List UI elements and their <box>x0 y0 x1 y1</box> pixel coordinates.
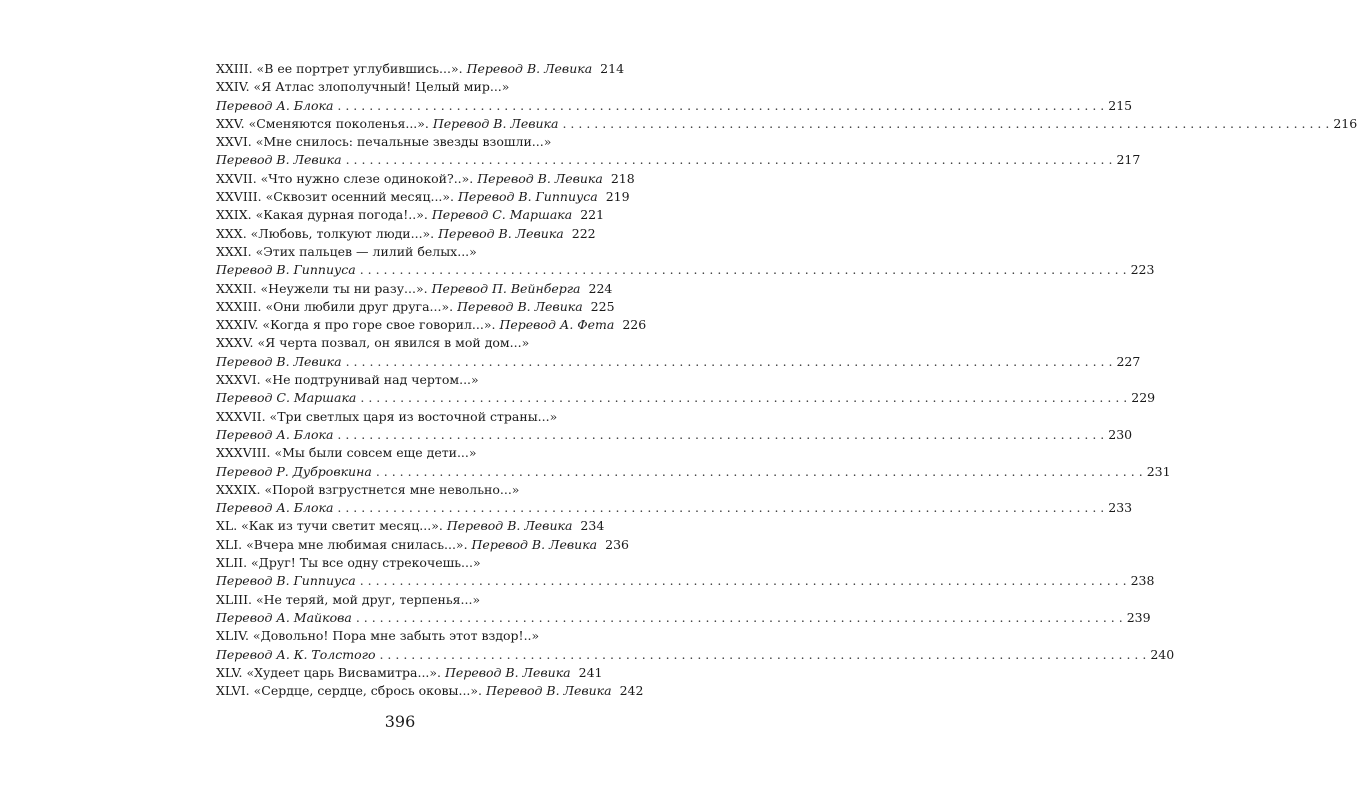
toc-entry-text <box>216 243 477 261</box>
toc-line <box>216 426 1133 444</box>
toc-entry-text <box>216 261 356 279</box>
toc-entry-text <box>216 133 551 151</box>
toc-entry-text <box>216 426 333 444</box>
translator: Перевод В. Левика <box>445 664 571 680</box>
toc-line <box>216 334 594 352</box>
toc-page-number: 241 <box>578 664 603 680</box>
toc-entry-text <box>216 371 479 389</box>
toc-entry-text <box>216 115 558 133</box>
poem-title: XXIII. «В ее портрет углубившись...». <box>216 61 467 76</box>
toc-entry-text <box>216 627 539 645</box>
poem-title: XXVII. «Что нужно слезе одинокой?..». <box>216 170 478 186</box>
translator: Перевод В. Гиппиуса <box>458 189 598 205</box>
toc-line <box>216 97 1133 115</box>
poem-title: XLI. «Вчера мне любимая снилась...». <box>216 536 472 552</box>
toc-entry-text <box>216 572 356 590</box>
toc-line <box>216 408 594 426</box>
poem-title: XLIV. «Довольно! Пора мне забыть этот вздор!..» <box>216 628 540 644</box>
toc-page-number: 222 <box>571 225 596 241</box>
dot-leader <box>360 389 1127 407</box>
toc-page-number: 225 <box>590 298 615 314</box>
toc-page-number: 229 <box>1131 390 1156 406</box>
poem-title: XXXIII. «Они любили друг друга...». <box>216 298 458 314</box>
toc-line <box>216 133 594 151</box>
toc-entry-text <box>216 609 352 627</box>
toc-page-number: 234 <box>580 518 605 534</box>
toc-line <box>216 591 594 609</box>
poem-title: XL. «Как из тучи светит месяц...». <box>216 518 447 534</box>
translator: Перевод А. Майкова <box>216 609 352 625</box>
dot-leader <box>360 261 1127 279</box>
toc-line <box>216 206 605 224</box>
toc-entry-text <box>216 225 564 243</box>
toc-page-number: 240 <box>1150 646 1175 662</box>
toc-page-number: 215 <box>1108 97 1133 113</box>
poem-title: XLIII. «Не теряй, мой друг, терпенья...» <box>216 591 481 607</box>
toc-line <box>216 78 594 96</box>
toc-line <box>216 646 1175 664</box>
toc-page-number: 236 <box>605 536 629 552</box>
poem-title: XXXVII. «Три светлых царя из восточной страны...» <box>216 408 558 424</box>
toc-entry-text <box>216 151 342 169</box>
toc-line <box>216 316 647 334</box>
toc-page-number: 219 <box>605 189 630 205</box>
toc-line <box>216 517 605 535</box>
toc-entry-text <box>216 408 557 426</box>
toc-page-number: 218 <box>610 170 635 186</box>
toc-line <box>216 664 603 682</box>
poem-title: XXV. «Сменяются поколенья...». <box>216 115 433 131</box>
toc-page-number: 217 <box>1116 152 1141 168</box>
toc-entry-text <box>216 517 572 535</box>
dot-leader <box>346 353 1113 371</box>
poem-title: XXXIX. «Порой взгрустнется мне невольно...» <box>216 481 520 497</box>
translator: Перевод А. Блока <box>216 97 334 113</box>
toc-entry-text <box>216 170 603 188</box>
toc-entry-text <box>216 499 333 517</box>
table-of-contents <box>216 60 1357 700</box>
toc-page-number: 214 <box>600 61 625 76</box>
dot-leader <box>337 426 1104 444</box>
translator: Перевод В. Гиппиуса <box>216 262 356 278</box>
toc-entry-text <box>216 188 598 206</box>
translator: Перевод А. Фета <box>499 317 615 333</box>
poem-title: XLII. «Друг! Ты все одну стрекочешь...» <box>216 555 481 571</box>
translator: Перевод Р. Дубровкина <box>216 463 372 479</box>
toc-line <box>216 627 594 645</box>
translator: Перевод А. Блока <box>216 426 334 442</box>
translator: Перевод В. Левика <box>438 225 564 241</box>
toc-entry-text <box>216 298 583 316</box>
toc-line <box>216 609 1151 627</box>
translator: Перевод С. Маршака <box>216 390 357 406</box>
translator: Перевод В. Левика <box>446 518 573 534</box>
dot-leader <box>346 151 1113 169</box>
toc-entry-text <box>216 353 342 371</box>
toc-page-number: 230 <box>1108 426 1133 442</box>
poem-title: XXXVI. «Не подтрунивай над чертом...» <box>216 372 479 388</box>
toc-line <box>216 115 1357 133</box>
toc-entry-text <box>216 664 571 682</box>
toc-line <box>216 188 630 206</box>
translator: Перевод В. Левика <box>466 61 593 76</box>
toc-line <box>216 60 625 78</box>
toc-line <box>216 353 1141 371</box>
toc-line <box>216 682 644 700</box>
toc-line <box>216 463 1171 481</box>
toc-page-number: 223 <box>1130 262 1155 278</box>
toc-page-number: 238 <box>1130 573 1155 589</box>
dot-leader <box>356 609 1123 627</box>
translator: Перевод В. Левика <box>457 298 583 314</box>
dot-leader <box>337 97 1104 115</box>
dot-leader <box>379 646 1146 664</box>
toc-line <box>216 499 1133 517</box>
poem-title: XXXI. «Этих пальцев — лилий белых...» <box>216 243 477 259</box>
toc-line <box>216 170 635 188</box>
toc-page-number: 231 <box>1146 463 1171 479</box>
poem-title: XXXIV. «Когда я про горе свое говорил...». <box>216 317 500 333</box>
toc-page-number: 233 <box>1108 500 1133 516</box>
translator: Перевод С. Маршака <box>431 207 573 223</box>
toc-entry-text <box>216 554 481 572</box>
toc-entry-text <box>216 389 356 407</box>
toc-entry-text <box>216 591 480 609</box>
toc-page-number: 224 <box>588 280 613 296</box>
poem-title: XXXV. «Я черта позвал, он явился в мой дом...» <box>216 335 530 351</box>
page-number: 396 <box>384 712 416 731</box>
toc-line <box>216 298 615 316</box>
toc-line <box>216 554 594 572</box>
toc-page-number: 227 <box>1116 353 1141 369</box>
toc-line <box>216 371 594 389</box>
toc-line <box>216 225 594 243</box>
toc-line <box>216 243 594 261</box>
translator: Перевод В. Левика <box>471 536 598 552</box>
poem-title: XXIX. «Какая дурная погода!..». <box>216 207 432 223</box>
toc-line <box>216 389 1156 407</box>
toc-page-number: 226 <box>622 317 647 333</box>
poem-title: XXVI. «Мне снилось: печальные звезды взошли...» <box>216 134 552 150</box>
toc-entry-text <box>216 682 612 700</box>
toc-entry-text <box>216 316 614 334</box>
poem-title: XXX. «Любовь, толкуют люди...». <box>216 225 439 241</box>
toc-entry-text <box>216 536 597 554</box>
toc-line <box>216 572 1155 590</box>
translator: Перевод В. Левика <box>216 353 342 369</box>
dot-leader <box>360 572 1127 590</box>
toc-entry-text <box>216 60 592 78</box>
poem-title: XXVIII. «Сквозит осенний месяц...». <box>216 189 458 205</box>
poem-title: XXXII. «Неужели ты ни разу...». <box>216 280 432 296</box>
toc-entry-text <box>216 78 509 96</box>
poem-title: XLV. «Худеет царь Висвамитра...». <box>216 664 446 680</box>
dot-leader <box>562 115 1329 133</box>
toc-line <box>216 261 1155 279</box>
toc-line <box>216 444 594 462</box>
translator: Перевод А. Блока <box>216 500 334 516</box>
dot-leader <box>337 499 1104 517</box>
dot-leader <box>376 463 1143 481</box>
toc-entry-text <box>216 334 529 352</box>
translator: Перевод А. К. Толстого <box>216 646 376 662</box>
toc-entry-text <box>216 444 477 462</box>
poem-title: XXXVIII. «Мы были совсем еще дети...» <box>216 445 477 461</box>
translator: Перевод П. Вейнберга <box>431 280 581 296</box>
translator: Перевод В. Левика <box>216 152 342 168</box>
toc-entry-text <box>216 280 581 298</box>
toc-page-number: 242 <box>619 683 644 699</box>
translator: Перевод В. Левика <box>477 170 603 186</box>
toc-line <box>216 536 629 554</box>
translator: Перевод В. Левика <box>432 115 559 131</box>
toc-entry-text <box>216 646 375 664</box>
toc-entry-text <box>216 481 519 499</box>
toc-line <box>216 151 1141 169</box>
toc-entry-text <box>216 206 572 224</box>
toc-line <box>216 481 594 499</box>
translator: Перевод В. Левика <box>486 683 612 699</box>
toc-page-number: 221 <box>580 207 605 223</box>
toc-entry-text <box>216 97 333 115</box>
translator: Перевод В. Гиппиуса <box>216 573 356 589</box>
toc-entry-text <box>216 463 372 481</box>
poem-title: XLVI. «Сердце, сердце, сбрось оковы...». <box>216 683 486 699</box>
toc-page-number: 239 <box>1126 609 1151 625</box>
toc-page-number: 216 <box>1333 115 1357 131</box>
toc-line <box>216 280 613 298</box>
poem-title: XXIV. «Я Атлас злополучный! Целый мир...» <box>216 79 510 95</box>
